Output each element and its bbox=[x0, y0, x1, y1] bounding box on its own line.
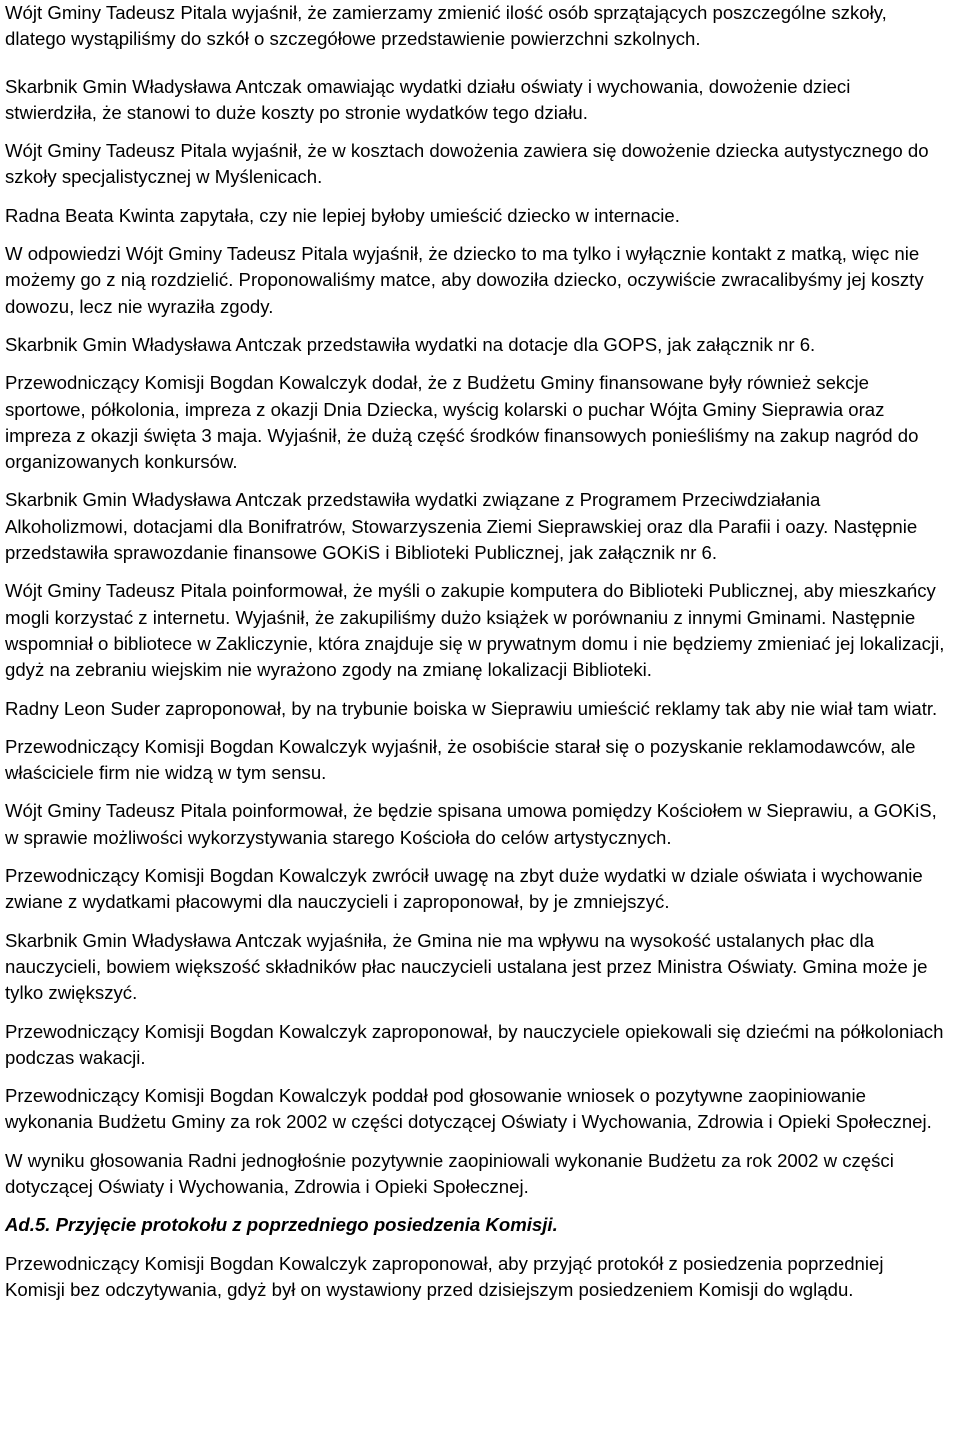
paragraph-education-salaries: Przewodniczący Komisji Bogdan Kowalczyk zwrócił uwagę na zbyt duże wydatki w dziale oświata i wychowanie zwiane z wydatkami płacowymi dla nauczycieli i zaproponował, by je zmniejszyć. bbox=[5, 865, 923, 913]
paragraph-teacher-pay: Skarbnik Gmin Władysława Antczak wyjaśniła, że Gmina nie ma wpływu na wysokość ustalanych płac dla nauczycieli, bowiem większość składników płac nauczycieli ustalana jest przez Ministra Oświaty. Gmina może je tylko zwiększyć. bbox=[5, 929, 928, 1004]
paragraph-mother-contact: W odpowiedzi Wójt Gminy Tadeusz Pitala wyjaśnił, że dziecko to ma tylko i wyłącznie kontakt z matką, więc nie możemy go z nią rozdzielić. Proponowaliśmy matce, aby dowoziła dziecko, oczywiście zwracalibyśmy jej koszty dowozu, lecz nie wyraziła zgody. bbox=[5, 243, 924, 317]
paragraph-cleaning-staff: Wójt Gminy Tadeusz Pitala wyjaśnił, że zamierzamy zmienić ilość osób sprzątających poszczególne szkoły, dlatego wystąpiliśmy do szkół o szczegółowe przedstawienie powierzchni szkolnych. bbox=[5, 2, 887, 50]
paragraph-gops-subsidies: Skarbnik Gmin Władysława Antczak przedstawiła wydatki na dotacje dla GOPS, jak załącznik nr 6. bbox=[5, 333, 816, 355]
paragraph-vote-result: W wyniku głosowania Radni jednogłośnie pozytywnie zaopiniowali wykonanie Budżetu za rok 2002 w części dotyczącej Oświaty i Wychowania, Zdrowia i Opieki Społecznej. bbox=[5, 1149, 894, 1197]
paragraph-transport-costs: Skarbnik Gmin Władysława Antczak omawiając wydatki działu oświaty i wychowania, dowożenie dzieci stwierdziła, że stanowi to duże koszty po stronie wydatków tego działu. bbox=[5, 75, 851, 123]
section-heading: Ad.5. Przyjęcie protokołu z poprzedniego posiedzenia Komisji. bbox=[5, 1214, 558, 1236]
paragraph-boarding-school-question: Radna Beata Kwinta zapytała, czy nie lepiej byłoby umieścić dziecko w internacie. bbox=[5, 204, 680, 226]
paragraph-protocol-approval: Przewodniczący Komisji Bogdan Kowalczyk zaproponował, aby przyjąć protokół z posiedzenia poprzedniej Komisji bez odczytywania, gdyż był on wystawiony przed dzisiejszym posiedzeniem Komisji do wglądu. bbox=[5, 1252, 884, 1300]
paragraph-library-computer: Wójt Gminy Tadeusz Pitala poinformował, że myśli o zakupie komputera do Biblioteki Publicznej, aby mieszkańcy mogli korzystać z internetu. Wyjaśnił, że zakupiliśmy dużo książek w porównaniu z innymi Gminami. Następnie wspomniał o bibliotece w Zakliczynie, która znajduje się w prywatnym domu i nie będziemy zmieniać jej lokalizacji, gdyż na zebraniu wiejskim nie wyrażono zgody na zmianę lokalizacji Biblioteki. bbox=[5, 580, 945, 681]
paragraph-alcoholism-program: Skarbnik Gmin Władysława Antczak przedstawiła wydatki związane z Programem Przeciwdziałania Alkoholizmowi, dotacjami dla Bonifratrów, Stowarzyszenia Ziemi Sieprawskiej oraz dla Parafii i oazy. Następnie przedstawiła sprawozdanie finansowe GOKiS i Biblioteki Publicznej, jak załącznik nr 6. bbox=[5, 489, 918, 564]
paragraph-advertisers: Przewodniczący Komisji Bogdan Kowalczyk wyjaśnił, że osobiście starał się o pozyskanie reklamodawców, ale właściciele firm nie widzą w tym sensu. bbox=[5, 735, 916, 784]
paragraph-summer-camps: Przewodniczący Komisji Bogdan Kowalczyk zaproponował, by nauczyciele opiekowali się dziećmi na półkoloniach podczas wakacji. bbox=[5, 1020, 944, 1068]
paragraph-stadium-ads: Radny Leon Suder zaproponował, by na trybunie boiska w Sieprawiu umieścić reklamy tak aby nie wiał tam wiatr. bbox=[5, 697, 938, 719]
paragraph-autistic-child-transport: Wójt Gminy Tadeusz Pitala wyjaśnił, że w kosztach dowożenia zawiera się dowożenie dziecka autystycznego do szkoły specjalistycznej w Myślenicach. bbox=[5, 140, 929, 188]
paragraph-church-agreement: Wójt Gminy Tadeusz Pitala poinformował, że będzie spisana umowa pomiędzy Kościołem w Sieprawiu, a GOKiS, w sprawie możliwości wykorzystywania starego Kościoła do celów artystycznych. bbox=[5, 800, 937, 848]
paragraph-budget-vote-motion: Przewodniczący Komisji Bogdan Kowalczyk poddał pod głosowanie wniosek o pozytywne zaopiniowanie wykonania Budżetu Gminy za rok 2002 w części dotyczącej Oświaty i Wychowania, Zdrowia i Opieki Społecznej. bbox=[5, 1085, 932, 1133]
paragraph-sports-events-funding: Przewodniczący Komisji Bogdan Kowalczyk dodał, że z Budżetu Gminy finansowane były również sekcje sportowe, półkolonia, impreza z okazji Dnia Dziecka, wyścig kolarski o puchar Wójta Gminy Sieprawia oraz impreza z okazji święta 3 maja. Wyjaśnił, że dużą część środków finansowych ponieśliśmy na zakup nagród do organizowanych konkursów. bbox=[5, 372, 919, 473]
